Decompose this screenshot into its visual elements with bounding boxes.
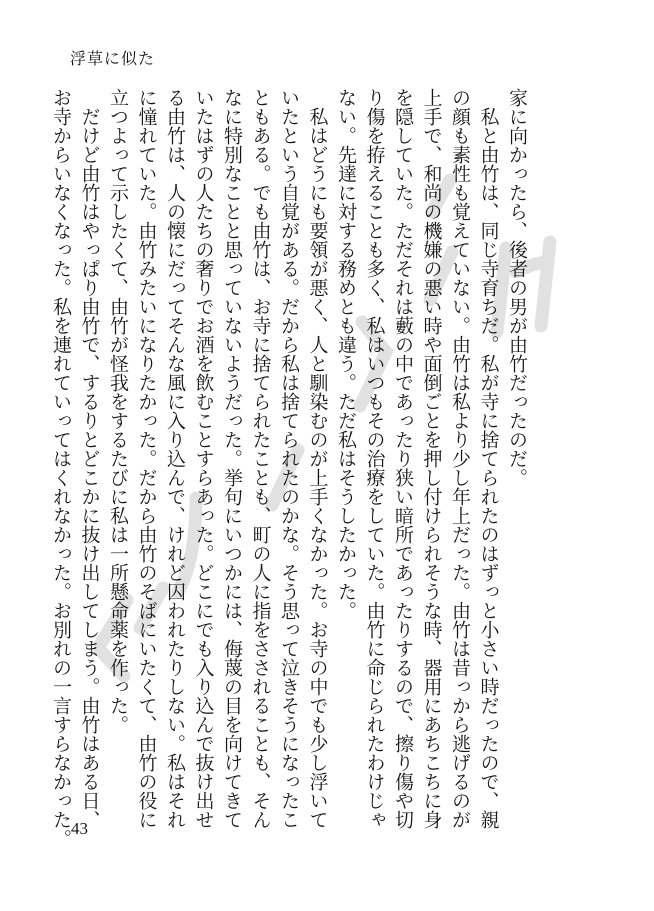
text-column: り傷を拵えることも多く、私はいつもその治療をしていた。由竹に命じられたわけじゃ [363,88,385,829]
text-column: ない。先達に対する務めとも違う。ただ私はそうしたかった。 [335,88,356,620]
text-column: ともある。でも由竹は、お寺に捨てられたことも、町の人に指をさされることも、そん [249,88,271,829]
text-column: 家に向かったら、後者の男が由竹だったのだ。 [506,88,527,487]
text-column: 私はどうにも要領が悪く、人と馴染むのが上手くなかった。お寺の中でも少し浮いて [306,88,328,829]
text-column: る由竹は、人の懐にだってそんな風に入り込んで、けれど囚われたりしない。私はそれ [164,88,185,829]
body-text [46,88,531,848]
text-column: 立つよって示したくて、由竹が怪我をするたびに私は一所懸命薬を作った。 [107,88,128,734]
page-number: 43 [71,819,88,838]
text-column: いたという自覚がある。だから私は捨てられたのかな。そう思って泣きそうになったこ [278,88,299,829]
text-column: いたはずの人たちの奢りでお酒を飲むことすらあった。どこにでも入り込んで抜け出せ [192,88,214,829]
text-column: を隠していた。ただそれは藪の中であったり狭い暗所であったりするので、擦り傷や切 [392,88,413,829]
text-column: に憧れていた。由竹みたいになりたかった。だから由竹のそばにいたくて、由竹の役に [135,88,157,829]
text-column: お寺からいなくなった。私を連れていってはくれなかった。お別れの一言すらなかった。 [50,88,71,848]
text-column: 私と由竹は、同じ寺育ちだ。私が寺に捨てられたのはずっと小さい時だったので、親 [477,88,499,829]
watermark-stroke [541,242,550,326]
text-column: 上手で、和尚の機嫌の悪い時や面倒ごとを押し付けられそうな時、器用にあちこちに身 [420,88,442,829]
text-column: だけど由竹はやっぱり由竹で、するりとどこかに抜け出してしまう。由竹はある日、 [78,88,100,829]
page-header-title: 浮草に似た [70,51,156,68]
text-column: なに特別なことと思っていないようだった。挙句にいつかには、侮蔑の目を向けてきて [221,88,242,829]
text-column: の顔も素性も覚えていない。由竹は私より少し年上だった。由竹は昔っから逃げるのが [449,88,470,829]
